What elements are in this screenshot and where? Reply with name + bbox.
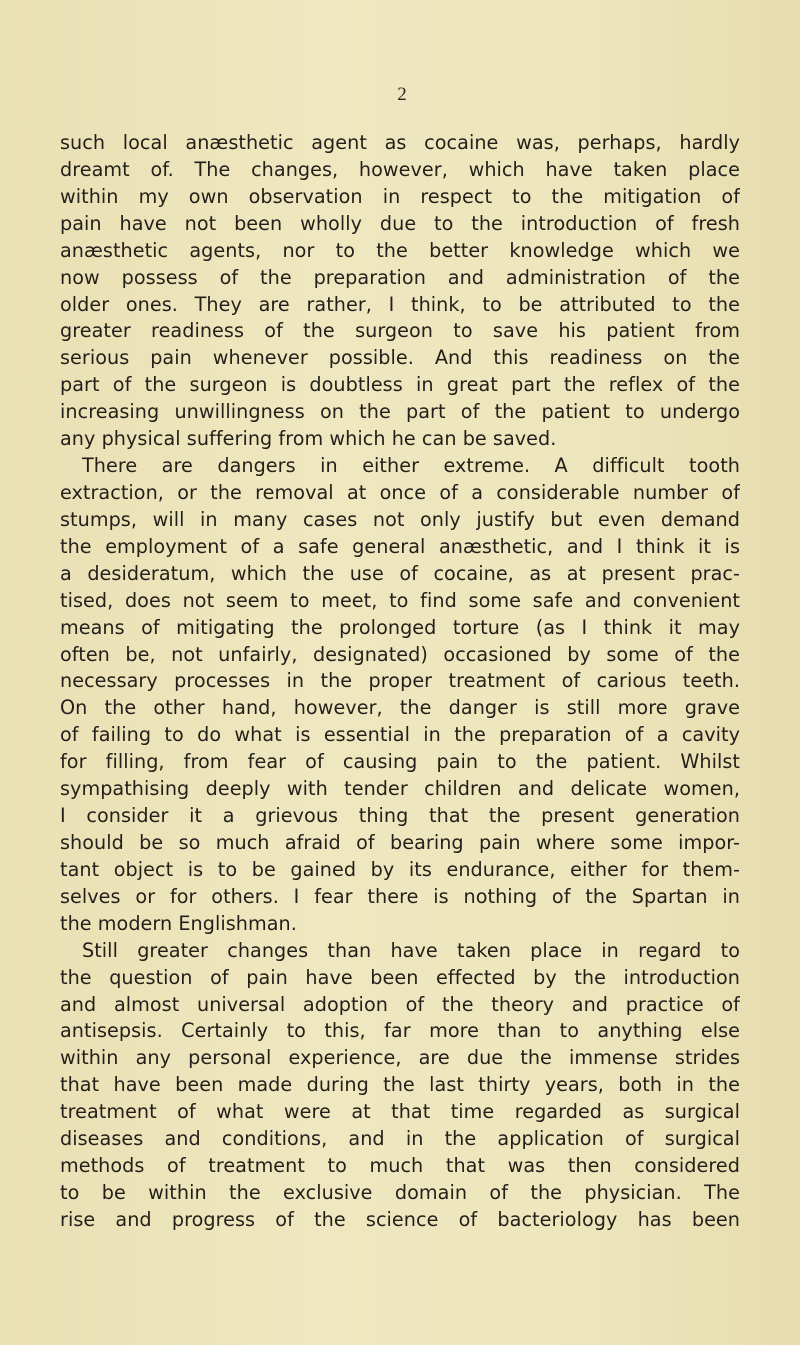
text-line: to be within the exclusive domain of the physician. The [60, 1180, 740, 1204]
text-line: that have been made during the last thirty years, both in the [60, 1073, 740, 1097]
text-line: a desideratum, which the use of cocaine, as at present prac- [60, 561, 740, 585]
text-line: On the other hand, however, the danger is still more grave [60, 696, 740, 720]
page-number: 2 [397, 84, 407, 105]
text-line: treatment of what were at that time regarded as surgical [60, 1100, 740, 1124]
text-line: I consider it a grievous thing that the present generation [60, 804, 740, 828]
text-line: of failing to do what is essential in the preparation of a cavity [60, 723, 740, 747]
text-line: the modern Englishman. [60, 911, 297, 935]
text-line: dreamt of. The changes, however, which have taken place [60, 157, 740, 181]
text-line: greater readiness of the surgeon to save his patient from [60, 319, 740, 343]
text-line: selves or for others. I fear there is nothing of the Spartan in [60, 884, 740, 908]
text-line: necessary processes in the proper treatment of carious teeth. [60, 669, 740, 693]
text-line: the employment of a safe general anæsthetic, and I think it is [60, 534, 740, 558]
text-line: means of mitigating the prolonged torture (as I think it may [60, 615, 740, 639]
text-line: extraction, or the removal at once of a considerable number of [60, 480, 740, 504]
text-line: methods of treatment to much that was then considered [60, 1154, 740, 1178]
text-line: and almost universal adoption of the theory and practice of [60, 992, 740, 1016]
text-line: for filling, from fear of causing pain to the patient. Whilst [60, 750, 740, 774]
text-line: often be, not unfairly, designated) occasioned by some of the [60, 642, 740, 666]
text-line: sympathising deeply with tender children and delicate women, [60, 777, 740, 801]
text-line: within any personal experience, are due the immense strides [60, 1046, 740, 1070]
text-line: serious pain whenever possible. And this readiness on the [60, 346, 740, 370]
text-line: should be so much afraid of bearing pain where some impor- [60, 830, 740, 854]
text-line: pain have not been wholly due to the introduction of fresh [60, 211, 740, 235]
text-line: tised, does not seem to meet, to find some safe and convenient [60, 588, 740, 612]
text-line: now possess of the preparation and administration of the [60, 265, 740, 289]
text-line: such local anæsthetic agent as cocaine was, perhaps, hardly [60, 131, 740, 154]
text-line: anæsthetic agents, nor to the better knowledge which we [60, 238, 740, 262]
text-line: rise and progress of the science of bacteriology has been [60, 1207, 740, 1231]
text-line: stumps, will in many cases not only justify but even demand [60, 507, 740, 531]
text-line: part of the surgeon is doubtless in great part the reflex of the [60, 373, 740, 397]
body-text [60, 130, 740, 1234]
text-line: any physical suffering from which he can be saved. [60, 427, 557, 451]
text-line: tant object is to be gained by its endurance, either for them- [60, 857, 740, 881]
text-line: increasing unwillingness on the part of the patient to undergo [60, 400, 740, 424]
text-line: older ones. They are rather, I think, to be attributed to the [60, 292, 740, 316]
text-line: There are dangers in either extreme. A difficult tooth [82, 454, 740, 478]
text-line: within my own observation in respect to the mitigation of [60, 184, 740, 208]
text-line: antisepsis. Certainly to this, far more than to anything else [60, 1019, 740, 1043]
text-line: the question of pain have been effected by the introduction [60, 965, 740, 989]
text-line: diseases and conditions, and in the application of surgical [60, 1127, 740, 1151]
text-line: Still greater changes than have taken place in regard to [82, 938, 740, 962]
